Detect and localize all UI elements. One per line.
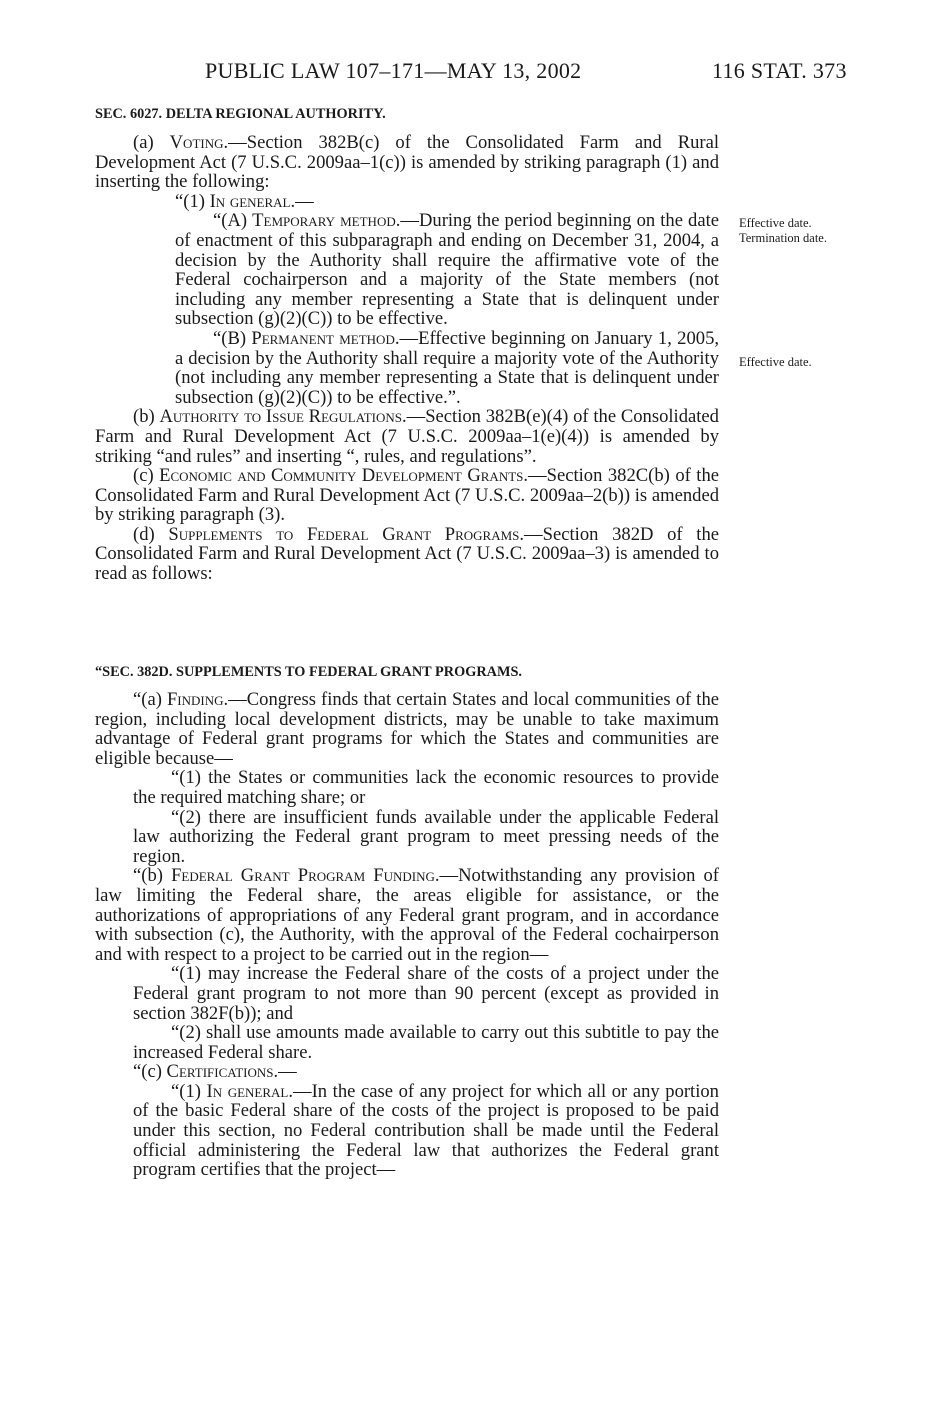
- subsection-b-funding: “(b) Federal Grant Program Funding.—Notwithstanding any provision of law limiting the Federal share, the areas eligible for assistance, or the authorizations of appropriations of any Federal grant program, and in accordance with subsection (c), the Authority, with the approval of the Federal cochairperson and with respect to a project to be carried out in the region—: [95, 865, 719, 965]
- subsection-a-finding: “(a) Finding.—Congress finds that certain States and local communities of the region, including local development districts, may be unable to take maximum advantage of Federal grant programs for which the States and communities are eligible because—: [95, 689, 719, 769]
- finding-paragraph-1: “(1) the States or communities lack the economic resources to provide the required matching share; or: [133, 767, 719, 808]
- subsection-b-regulations: (b) Authority to Issue Regulations.—Section 382B(e)(4) of the Consolidated Farm and Rural Development Act (7 U.S.C. 2009aa–1(e)(4)) is amended by striking “and rules” and inserting “, rules, and regulations”.: [95, 406, 719, 467]
- subparagraph-a-temporary-method: “(A) Temporary method.—During the period beginning on the date of enactment of this subparagraph and ending on December 31, 2004, a decision by the Authority shall require the affirmative vote of the Federal cochairperson and a majority of the State members (not including any member representing a State that is delinquent under subsection (g)(2)(C)) to be effective.: [175, 210, 720, 330]
- subparagraph-b-permanent-method: “(B) Permanent method.—Effective beginning on January 1, 2005, a decision by the Authority shall require a majority vote of the Authority (not including any member representing a State that is delinquent under subsection (g)(2)(C)) to be effective.”.: [175, 327, 720, 408]
- subsection-c-certifications: “(c) Certifications.—: [133, 1061, 297, 1083]
- finding-paragraph-2: “(2) there are insufficient funds available under the applicable Federal law authorizing the Federal grant program to meet pressing needs of the region.: [133, 806, 719, 867]
- subsection-caption: Voting: [169, 132, 224, 153]
- funding-paragraph-2: “(2) shall use amounts made available to carry out this subtitle to pay the increased Federal share.: [133, 1022, 719, 1063]
- certifications-paragraph-1: “(1) In general.—In the case of any project for which all or any portion of the basic Federal share of the costs of the project is proposed to be paid under this section, no Federal contribution shall be made until the Federal official administering the Federal law that authorizes the Federal grant program certifies that the project—: [133, 1080, 719, 1181]
- section-6027-body: [95, 133, 719, 584]
- subsection-a-voting: (a) Voting.—Section 382B(c) of the Consolidated Farm and Rural Development Act (7 U.S.C. 2009aa–1(c)) is amended by striking paragraph (1) and inserting the following:: [95, 132, 719, 193]
- section-382d-heading: “SEC. 382D. SUPPLEMENTS TO FEDERAL GRANT PROGRAMS.: [95, 664, 522, 680]
- paragraph-1-in-general: “(1) In general.—: [175, 190, 314, 212]
- running-header-stat-page: 116 STAT. 373: [712, 58, 847, 83]
- subsection-d-supplements: (d) Supplements to Federal Grant Programs.—Section 382D of the Consolidated Farm and Rural Development Act (7 U.S.C. 2009aa–3) is amended to read as follows:: [95, 523, 719, 585]
- running-header-title: PUBLIC LAW 107–171—MAY 13, 2002: [205, 58, 582, 83]
- section-6027-heading: SEC. 6027. DELTA REGIONAL AUTHORITY.: [95, 106, 386, 122]
- section-382d-body: [95, 690, 719, 1180]
- subsection-c-grants: (c) Economic and Community Development Grants.—Section 382C(b) of the Consolidated Farm and Rural Development Act (7 U.S.C. 2009aa–2(b)) is amended by striking paragraph (3).: [95, 465, 719, 526]
- margin-note-effective-date: Effective date.: [739, 216, 812, 230]
- margin-note-termination-date: Termination date.: [739, 230, 827, 245]
- margin-note-effective-termination: [739, 216, 849, 245]
- funding-paragraph-1: “(1) may increase the Federal share of the costs of a project under the Federal grant program to not more than 90 percent (except as provided in section 382F(b)); and: [133, 963, 719, 1024]
- margin-note-effective-date-2: Effective date.: [739, 355, 812, 369]
